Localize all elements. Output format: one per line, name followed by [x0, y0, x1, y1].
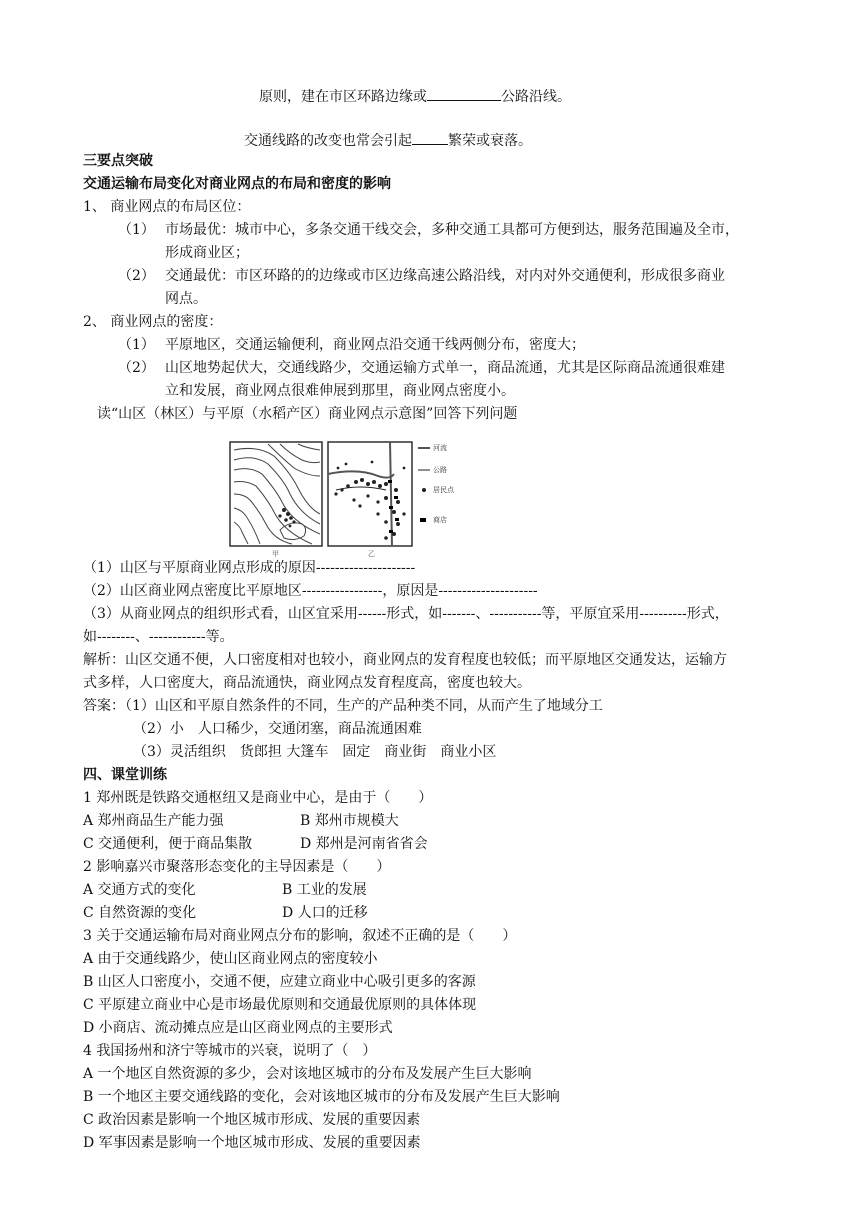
point-1-2-text: 交通最优：市区环路的的边缘或市区边缘高速公路沿线，对内对外交通便利，形成很多商业	[165, 268, 725, 284]
question-3: （3）从商业网点的组织形式看，山区宜采用------形式，如-------、-----------等，平原宜采用----------形式，	[83, 606, 729, 622]
answer-2: （2）小 人口稀少，交通闭塞，商品流通困难	[133, 721, 422, 737]
intro-line-2	[244, 130, 532, 151]
plain-map	[328, 442, 412, 546]
point-2-2-number: （2）	[118, 360, 155, 376]
legend-road: 公路	[433, 466, 447, 474]
legend-river: 河流	[433, 444, 447, 452]
question-1: （1）山区与平原商业网点形成的原因---------------------	[83, 560, 416, 576]
intro-line-2-text-a: 交通线路的改变也常会引起	[244, 133, 412, 149]
map-label-right: 乙	[368, 550, 375, 558]
point-1-2-text-cont: 网点。	[165, 291, 207, 307]
commercial-network-map-figure	[228, 440, 498, 558]
exercise-2-option-c: C 自然资源的变化	[83, 905, 197, 921]
intro-line-1-text-b: 公路沿线。	[501, 89, 571, 105]
exercise-4-option-a: A 一个地区自然资源的多少，会对该地区城市的分布及发展产生巨大影响	[83, 1066, 532, 1082]
point-1-1-text: 市场最优：城市中心，多条交通干线交会，多种交通工具都可方便到达，服务范围遍及全市，	[165, 222, 739, 238]
exercise-1-option-c: C 交通便利，便于商品集散	[83, 836, 253, 852]
exercise-2-option-d: D 人口的迁移	[282, 905, 368, 921]
exercise-3: 3 关于交通运输布局对商业网点分布的影响，叙述不正确的是（ ）	[83, 928, 517, 944]
point-1-1-text-cont: 形成商业区；	[165, 245, 249, 261]
map-label-left: 甲	[272, 550, 279, 558]
exercise-2: 2 影响嘉兴市聚落形态变化的主导因素是（ ）	[83, 859, 391, 875]
intro-line-1-text-a: 原则，建在市区环路边缘或	[259, 89, 427, 105]
answer-3: （3）灵活组织 货郎担 大篷车 固定 商业街 商业小区	[133, 744, 497, 760]
point-2: 2、 商业网点的密度：	[83, 314, 223, 330]
answer-1: 答案：（1）山区和平原自然条件的不同，生产的产品种类不同，从而产生了地域分工	[83, 698, 603, 714]
intro-line-1	[259, 86, 571, 107]
exercise-1-option-d: D 郑州是河南省省会	[300, 836, 428, 852]
answer-blank	[427, 86, 501, 101]
exercise-2-option-b: B 工业的发展	[282, 882, 367, 898]
point-1-2-number: （2）	[118, 268, 155, 284]
exercise-1-option-a: A 郑州商品生产能力强	[83, 813, 224, 829]
intro-line-2-text-b: 繁荣或衰落。	[448, 133, 532, 149]
exercise-4-option-c: C 政治因素是影响一个地区城市形成、发展的重要因素	[83, 1112, 421, 1128]
exercise-4: 4 我国扬州和济宁等城市的兴衰，说明了（ ）	[83, 1043, 377, 1059]
exercise-3-option-b: B 山区人口密度小，交通不便，应建立商业中心吸引更多的客源	[83, 974, 476, 990]
exercise-1-option-b: B 郑州市规模大	[300, 813, 399, 829]
exercise-3-option-d: D 小商店、流动摊点应是山区商业网点的主要形式	[83, 1020, 393, 1036]
exercise-3-option-c: C 平原建立商业中心是市场最优原则和交通最优原则的具体体现	[83, 997, 477, 1013]
map-legend	[418, 443, 455, 524]
question-2: （2）山区商业网点密度比平原地区-----------------，原因是---------------------	[83, 583, 538, 599]
point-1-1-number: （1）	[118, 222, 155, 238]
section4-heading: 四、课堂训练	[83, 767, 167, 783]
exercise-4-option-d: D 军事因素是影响一个地区城市形成、发展的重要因素	[83, 1135, 421, 1151]
analysis-cont: 式多样，人口密度大，商品流通快，商业网点发育程度高，密度也较大。	[83, 675, 531, 691]
answer-blank	[412, 130, 448, 145]
exercise-2-option-a: A 交通方式的变化	[83, 882, 196, 898]
analysis: 解析：山区交通不便，人口密度相对也较小，商业网点的发育程度也较低；而平原地区交通发达，运输方	[83, 652, 727, 668]
exercise-3-option-a: A 由于交通线路少，使山区商业网点的密度较小	[83, 951, 378, 967]
reading-prompt: 读“山区（林区）与平原（水稻产区）商业网点示意图”回答下列问题	[97, 406, 518, 422]
question-3-cont: 如--------、------------等。	[83, 629, 234, 645]
point-2-1-text: 平原地区，交通运输便利，商业网点沿交通干线两侧分布，密度大；	[165, 337, 585, 353]
exercise-1: 1 郑州既是铁路交通枢纽又是商业中心，是由于（ ）	[83, 790, 433, 806]
section3-heading: 三要点突破	[83, 153, 153, 169]
point-1: 1、 商业网点的布局区位：	[83, 199, 251, 215]
shop-legend-icon	[420, 518, 426, 522]
section3-subheading: 交通运输布局变化对商业网点的布局和密度的影响	[83, 176, 391, 192]
point-2-1-number: （1）	[118, 337, 155, 353]
settlement-legend-icon	[422, 488, 426, 492]
exercise-4-option-b: B 一个地区主要交通线路的变化，会对该地区城市的分布及发展产生巨大影响	[83, 1089, 560, 1105]
legend-settlement: 居民点	[433, 486, 454, 494]
point-2-2-text-cont: 立和发展，商业网点很难伸展到那里，商业网点密度小。	[165, 383, 515, 399]
point-2-2-text: 山区地势起伏大，交通线路少，交通运输方式单一，商品流通，尤其是区际商品流通很难建	[165, 360, 725, 376]
legend-shop: 商店	[433, 516, 447, 524]
mountain-map	[230, 442, 322, 546]
